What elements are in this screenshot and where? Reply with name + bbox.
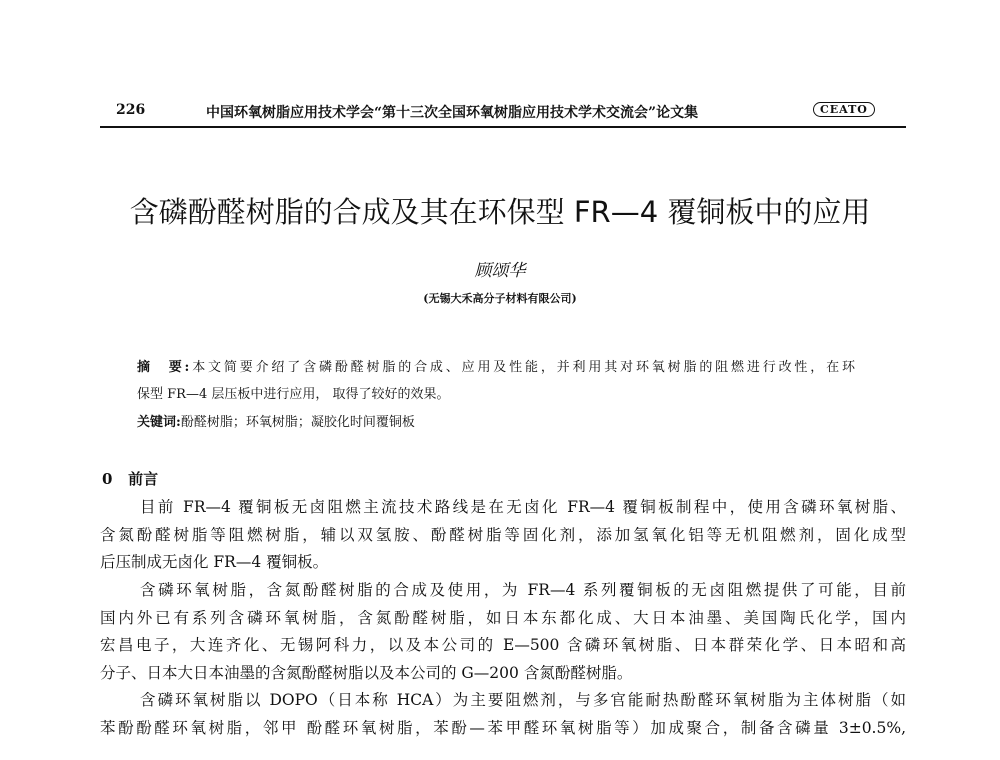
abstract-line-1: 摘 要:本文简要介绍了含磷酚醛树脂的合成、应用及性能，并利用其对环氧树脂的阻燃进行改性，在环 <box>137 360 855 375</box>
abstract-label: 摘 要: <box>137 360 190 375</box>
abstract-line-2: 保型 FR—4 层压板中进行应用， 取得了较好的效果。 <box>137 387 450 402</box>
body-line: 含氮酚醛树脂等阻燃树脂，辅以双氢胺、酚醛树脂等固化剂，添加氢氧化铝等无机阻燃剂，固化成型 <box>100 526 906 544</box>
body-line: 含磷环氧树脂以 DOPO（日本称 HCA）为主要阻燃剂，与多官能耐热酚醛环氧树脂为主体树脂（如 <box>140 691 906 709</box>
body-line: 含磷环氧树脂，含氮酚醛树脂的合成及使用，为 FR—4 系列覆铜板的无卤阻燃提供了可能，目前 <box>140 581 906 599</box>
body-line: 目前 FR—4 覆铜板无卤阻燃主流技术路线是在无卤化 FR—4 覆铜板制程中，使用含磷环氧树脂、 <box>140 498 906 516</box>
keywords-label: 关键词: <box>137 415 181 430</box>
body-line: 苯酚酚醛环氧树脂，邻甲 酚醛环氧树脂，苯酚—苯甲醛环氧树脂等）加成聚合，制备含磷量 3±0.5%, <box>100 719 906 737</box>
section-heading: 0 前言 <box>102 470 159 488</box>
body-line: 分子、日本大日本油墨的含氮酚醛树脂以及本公司的 G—200 含氮酚醛树脂。 <box>100 664 633 682</box>
running-title: 中国环氧树脂应用技术学会“第十三次全国环氧树脂应用技术学术交流会”论文集 <box>206 105 699 121</box>
body-line: 宏昌电子，大连齐化、无锡阿科力，以及本公司的 E—500 含磷环氧树脂、日本群荣化学、日本昭和高 <box>100 636 906 654</box>
body-line: 后压制成无卤化 FR—4 覆铜板。 <box>100 553 329 571</box>
conference-logo: CEATO <box>813 102 875 117</box>
paper-title: 含磷酚醛树脂的合成及其在环保型 FR—4 覆铜板中的应用 <box>129 195 871 229</box>
page-number: 226 <box>116 102 146 118</box>
header-rule <box>100 126 906 128</box>
body-line: 国内外已有系列含磷环氧树脂，含氮酚醛树脂，如日本东都化成、大日本油墨、美国陶氏化学，国内 <box>100 609 906 627</box>
affiliation: (无锡大禾高分子材料有限公司) <box>423 292 577 305</box>
author: 顾颂华 <box>474 261 526 281</box>
keywords: 关键词:酚醛树脂；环氧树脂；凝胶化时间覆铜板 <box>137 415 415 430</box>
